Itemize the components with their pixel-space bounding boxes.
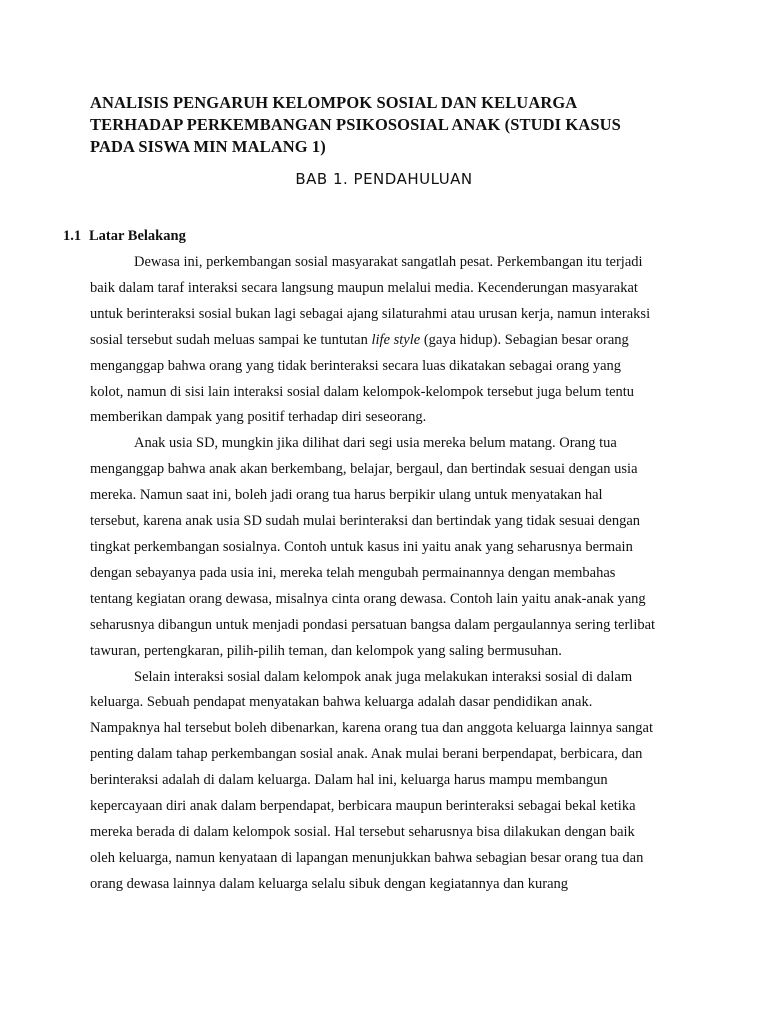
text-line: tersebut, karena anak usia SD sudah mulai berinteraksi dan bertindak yang tidak sesuai dengan (90, 513, 641, 530)
body-text (90, 250, 690, 898)
text-line: orang dewasa lainnya dalam keluarga selalu sibuk dengan kegiatannya dan kurang (90, 875, 569, 892)
text-line (90, 328, 690, 354)
chapter-heading: BAB 1. PENDAHULUAN (295, 170, 473, 188)
italic-term: life style (371, 331, 421, 348)
title-line: ANALISIS PENGARUH KELOMPOK SOSIAL DAN KELUARGA (90, 93, 578, 112)
text-line: oleh keluarga, namun kenyataan di lapangan menunjukkan bahwa sebagian besar orang tua dan (90, 849, 644, 866)
text-span: (gaya hidup). Sebagian besar orang (420, 331, 629, 348)
text-line: Selain interaksi sosial dalam kelompok anak juga melakukan interaksi sosial di dalam (134, 668, 633, 685)
text-line: keluarga. Sebuah pendapat menyatakan bahwa keluarga adalah dasar pendidikan anak. (90, 694, 593, 711)
text-line: untuk berinteraksi sosial bukan lagi sebagai ajang silaturahmi atau urusan kerja, namun interaksi (90, 305, 651, 322)
text-line: memberikan dampak yang positif terhadap diri seseorang. (90, 409, 427, 426)
text-line: tentang kegiatan orang dewasa, misalnya cinta orang dewasa. Contoh lain yaitu anak-anak yang (90, 590, 646, 607)
text-line: kolot, namun di sisi lain interaksi sosial dalam kelompok-kelompok tersebut juga belum tentu (90, 383, 635, 400)
text-line: Nampaknya hal tersebut boleh dibenarkan, karena orang tua dan anggota keluarga lainnya sangat (90, 720, 654, 737)
text-line: tawuran, pertengkaran, pilih-pilih teman, dan kelompok yang saling bermusuhan. (90, 642, 562, 659)
text-line: menganggap bahwa orang yang tidak berinteraksi secara luas dikatakan sebagai orang yang (90, 357, 622, 374)
section-heading (63, 228, 186, 245)
text-line: tingkat perkembangan sosialnya. Contoh untuk kasus ini yaitu anak yang seharusnya bermain (90, 538, 633, 555)
text-line: seharusnya dibangun untuk menjadi pondasi persatuan bangsa dalam pergaulannya sering terlibat (90, 616, 656, 633)
text-line: dengan sebayanya pada usia ini, mereka telah mengubah permainannya dengan membahas (90, 564, 616, 581)
title-line: TERHADAP PERKEMBANGAN PSIKOSOSIAL ANAK (STUDI KASUS (90, 115, 621, 134)
section-title: Latar Belakang (89, 228, 186, 244)
text-line: Anak usia SD, mungkin jika dilihat dari segi usia mereka belum matang. Orang tua (134, 435, 617, 452)
text-line: mereka. Namun saat ini, boleh jadi orang tua harus berpikir ulang untuk menyatakan hal (90, 487, 603, 504)
text-line: menganggap bahwa anak akan berkembang, belajar, bergaul, dan bertindak sesuai dengan usia (90, 461, 638, 478)
title-line: PADA SISWA MIN MALANG 1) (90, 137, 326, 156)
text-line: Dewasa ini, perkembangan sosial masyarakat sangatlah pesat. Perkembangan itu terjadi (134, 254, 643, 270)
document-title (90, 92, 710, 158)
text-line: kepercayaan diri anak dalam berpendapat, berbicara maupun berinteraksi sebagai bekal ketika (90, 798, 636, 815)
text-span: sosial tersebut sudah meluas sampai ke tuntutan (90, 331, 372, 348)
text-line: baik dalam taraf interaksi secara langsung maupun melalui media. Kecenderungan masyarakat (90, 279, 638, 296)
text-line: mereka berada di dalam kelompok sosial. Hal tersebut seharusnya bisa dilakukan dengan baik (90, 823, 635, 840)
text-line: berinteraksi adalah di dalam keluarga. Dalam hal ini, keluarga harus mampu membangun (90, 772, 608, 789)
text-line: penting dalam tahap perkembangan sosial anak. Anak mulai berani berpendapat, berbicara, dan (90, 746, 643, 763)
section-number: 1.1 (63, 228, 82, 244)
